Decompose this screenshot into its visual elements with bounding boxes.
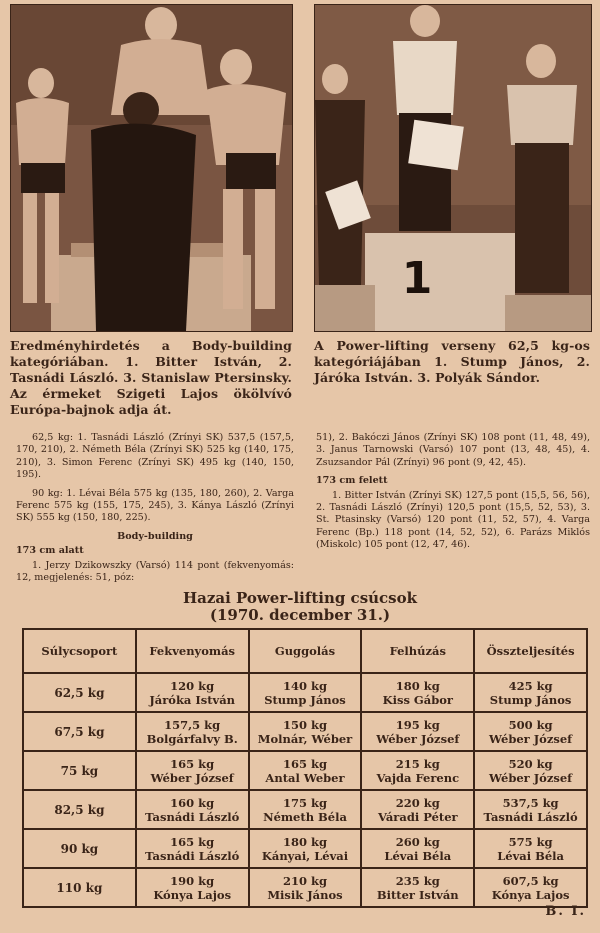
record-cell — [474, 751, 587, 790]
weight-category-cell: 62,5 kg — [23, 673, 136, 712]
results-paragraph: 90 kg: 1. Lévai Béla 575 kg (135, 180, 260), 2. Varga Ferenc 575 kg (155, 175, 245), 3. Kánya László (Zrínyi SK) 555 kg (150, 180, 225). — [16, 487, 294, 524]
photo-bodybuilding-award — [10, 4, 293, 332]
records-title — [0, 590, 600, 624]
results-paragraph: 62,5 kg: 1. Tasnádi László (Zrínyi SK) 537,5 (157,5, 170, 210), 2. Németh Béla (Zrínyi SK) 525 kg (140, 175, 210), 3. Simon Ferenc (Zrínyi SK) 495 kg (140, 150, 195). — [16, 432, 294, 481]
record-weight: 150 kg — [282, 717, 327, 732]
record-cell — [361, 829, 474, 868]
records-title-line1: Hazai Power-lifting csúcsok — [182, 589, 418, 607]
record-holder: Lévai Béla — [497, 848, 564, 863]
results-column-left — [16, 432, 294, 590]
results-paragraph: 1. Jerzy Dzikowszky (Varsó) 114 pont (fekvenyomás: 12, megjelenés: 51, póz: — [16, 559, 294, 584]
weight-category-cell: 110 kg — [23, 868, 136, 907]
table-row — [23, 829, 587, 868]
table-header-row — [23, 629, 587, 673]
photo-powerlifting-podium — [314, 4, 592, 332]
podium-number: 1 — [401, 253, 433, 304]
table-row — [23, 673, 587, 712]
author-signature: B. I. — [545, 904, 586, 919]
record-holder: Wéber József — [489, 731, 573, 746]
record-cell — [474, 868, 587, 907]
table-row — [23, 712, 587, 751]
record-weight: 500 kg — [508, 717, 553, 732]
table-row — [23, 751, 587, 790]
record-weight: 157,5 kg — [164, 717, 221, 732]
record-cell — [474, 790, 587, 829]
table-row — [23, 790, 587, 829]
header-cell: Összteljesítés — [474, 629, 587, 673]
record-holder: Tasnádi László — [145, 809, 240, 824]
record-cell — [136, 712, 249, 751]
record-holder: Kónya Lajos — [153, 887, 232, 902]
record-cell — [136, 868, 249, 907]
record-weight: 195 kg — [395, 717, 440, 732]
record-cell — [361, 751, 474, 790]
record-cell — [136, 751, 249, 790]
record-cell — [474, 673, 587, 712]
record-holder: Járóka István — [149, 692, 236, 707]
record-weight: 575 kg — [508, 834, 553, 849]
record-holder: Lévai Béla — [384, 848, 452, 863]
record-cell — [249, 790, 362, 829]
records-table — [22, 628, 588, 908]
record-holder: Németh Béla — [263, 809, 347, 824]
record-holder: Tasnádi László — [483, 809, 578, 824]
record-weight: 520 kg — [508, 756, 553, 771]
weight-category-cell: 67,5 kg — [23, 712, 136, 751]
record-weight: 165 kg — [170, 756, 215, 771]
record-holder: Wéber József — [150, 770, 234, 785]
header-cell: Súlycsoport — [23, 629, 136, 673]
header-cell: Felhúzás — [361, 629, 474, 673]
records-title-line2: (1970. december 31.) — [209, 606, 391, 624]
results-column-right — [316, 432, 590, 558]
record-weight: 260 kg — [395, 834, 440, 849]
record-weight: 165 kg — [282, 756, 327, 771]
record-weight: 160 kg — [170, 795, 215, 810]
record-holder: Kónya Lajos — [491, 887, 570, 902]
record-holder: Wéber József — [376, 731, 460, 746]
section-heading: Body-building — [117, 530, 193, 542]
record-holder: Kányai, Lévai — [261, 848, 349, 863]
results-paragraph: 1. Bitter István (Zrínyi SK) 127,5 pont (15,5, 56, 56), 2. Tasnádi László (Zrínyi) 120,5 pont (15,5, 52, 53), 3. St. Ptasinsky (Varsó) 120 pont (11, 52, 57), 4. Varga Ferenc (Bp.) 118 pont (14, 52, 52), 6. Parázs Miklós (Miskolc) 105 pont (12, 47, 46). — [316, 489, 590, 551]
record-weight: 165 kg — [170, 834, 215, 849]
results-paragraph: 51), 2. Bakóczi János (Zrínyi SK) 108 pont (11, 48, 49), 3. Janus Tarnowski (Varsó) 107 pont (13, 48, 45), 4. Zsuzsandor Pál (Zrínyi) 96 pont (9, 42, 45). — [316, 432, 590, 468]
weight-category-cell: 82,5 kg — [23, 790, 136, 829]
record-cell — [361, 712, 474, 751]
record-weight: 180 kg — [282, 834, 327, 849]
table-row — [23, 868, 587, 907]
record-cell — [361, 868, 474, 907]
record-weight: 235 kg — [395, 873, 440, 888]
photo-powerlifting-illustration — [315, 5, 591, 331]
weight-category-cell: 75 kg — [23, 751, 136, 790]
caption-powerlifting: A Power-lifting verseny 62,5 kg-os kategóriájában 1. Stump János, 2. Járóka István. 3. Polyák Sándor. — [314, 338, 590, 385]
record-cell — [474, 829, 587, 868]
record-holder: Antal Weber — [265, 770, 345, 785]
record-holder: Kiss Gábor — [382, 692, 453, 707]
header-cell: Guggolás — [249, 629, 362, 673]
record-cell — [474, 712, 587, 751]
record-cell — [249, 751, 362, 790]
record-weight: 180 kg — [395, 678, 440, 693]
record-holder: Misik János — [267, 887, 343, 902]
record-cell — [249, 829, 362, 868]
records-body — [23, 673, 587, 907]
record-holder: Molnár, Wéber — [257, 731, 353, 746]
record-weight: 140 kg — [282, 678, 327, 693]
record-weight: 220 kg — [395, 795, 440, 810]
record-weight: 537,5 kg — [502, 795, 559, 810]
record-holder: Tasnádi László — [145, 848, 240, 863]
record-cell — [136, 673, 249, 712]
record-holder: Stump János — [489, 692, 572, 707]
record-holder: Bolgárfalvy B. — [146, 731, 238, 746]
header-cell: Fekvenyomás — [136, 629, 249, 673]
record-weight: 120 kg — [170, 678, 215, 693]
record-weight: 175 kg — [282, 795, 327, 810]
record-cell — [249, 673, 362, 712]
record-weight: 425 kg — [508, 678, 553, 693]
record-cell — [361, 673, 474, 712]
photo-bodybuilding-illustration — [11, 5, 292, 331]
record-weight: 215 kg — [395, 756, 440, 771]
record-weight: 607,5 kg — [502, 873, 559, 888]
section-subheading: 173 cm felett — [316, 475, 388, 487]
record-cell — [136, 829, 249, 868]
record-holder: Bitter István — [376, 887, 459, 902]
record-holder: Wéber József — [489, 770, 573, 785]
record-cell — [361, 790, 474, 829]
caption-bodybuilding: Eredményhirdetés a Body-building kategóriában. 1. Bitter István, 2. Tasnádi László. 3. Stanislaw Ptersinsky. Az érmeket Szigeti Lajos ökölvívó Európa-bajnok adja át. — [10, 338, 292, 417]
record-cell — [249, 868, 362, 907]
record-holder: Stump János — [264, 692, 346, 707]
record-cell — [249, 712, 362, 751]
record-cell — [136, 790, 249, 829]
record-weight: 210 kg — [282, 873, 327, 888]
record-weight: 190 kg — [170, 873, 215, 888]
weight-category-cell: 90 kg — [23, 829, 136, 868]
section-subheading: 173 cm alatt — [16, 545, 84, 557]
record-holder: Vajda Ferenc — [376, 770, 460, 785]
record-holder: Váradi Péter — [377, 809, 458, 824]
